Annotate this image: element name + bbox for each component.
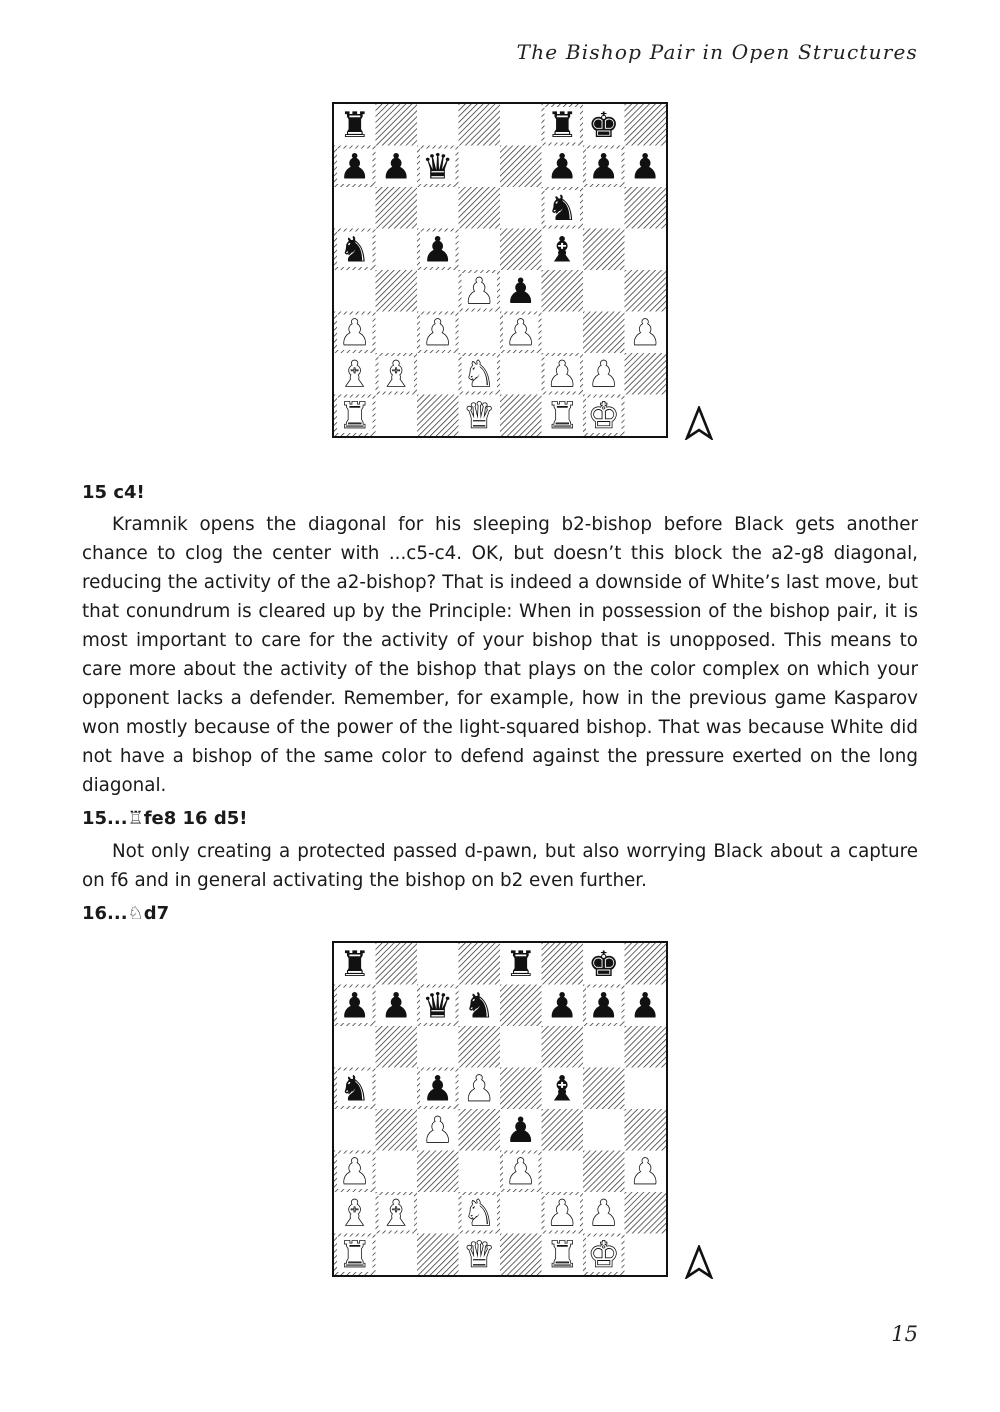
dark-square: [500, 229, 542, 271]
dark-square: [417, 1234, 459, 1276]
move-prefix: 15...: [82, 808, 128, 829]
dark-square: [583, 1151, 625, 1193]
paragraph-commentary-2: Not only creating a protected passed d-pawn, but also worrying Black about a capture on f6 and in general activating the bishop on b2 even further.: [82, 841, 918, 891]
dark-square: [542, 270, 584, 312]
white-queen-icon: ♛: [463, 396, 495, 436]
white-bishop-icon: ♝: [339, 1193, 371, 1234]
black-rook-icon: ♜: [546, 105, 578, 146]
white-pawn-icon: ♟: [546, 1193, 578, 1234]
black-pawn-icon: ♟: [422, 230, 454, 271]
move-prefix: 16...: [82, 903, 128, 924]
rook-glyph-icon: ♖: [127, 808, 144, 829]
black-knight-icon: ♞: [339, 1069, 371, 1110]
white-bishop-icon: ♝: [380, 1193, 412, 1234]
black-pawn-icon: ♟: [422, 1069, 454, 1110]
dark-square: [376, 187, 418, 229]
white-rook-icon: ♜: [546, 1235, 578, 1275]
dark-square: [459, 943, 501, 985]
black-knight-icon: ♞: [463, 986, 495, 1027]
white-rook-icon: ♜: [339, 396, 371, 436]
black-rook-icon: ♜: [505, 944, 537, 985]
black-pawn-icon: ♟: [380, 986, 412, 1027]
black-pawn-icon: ♟: [588, 986, 620, 1027]
black-pawn-icon: ♟: [629, 986, 661, 1027]
dark-square: [625, 270, 667, 312]
black-bishop-icon: ♝: [546, 1069, 578, 1110]
white-pawn-icon: ♟: [588, 1193, 620, 1234]
white-pawn-icon: ♟: [463, 271, 495, 312]
white-pawn-icon: ♟: [546, 354, 578, 395]
dark-square: [500, 1234, 542, 1276]
dark-square: [625, 943, 667, 985]
paragraph-commentary-1: Kramnik opens the diagonal for his sleeping b2-bishop before Black gets another chance to clog the center with ...c5-c4. OK, but doesn’t this block the a2-g8 diagonal, reducing the activity of the a2-bishop? That is indeed a downside of White’s last move, but that conundrum is cleared up by the Principle: When in possession of the bishop pair, it is most important to care for the activity of your bishop that is unopposed. This means to care more about the activity of the bishop that plays on the color complex on which your opponent lacks a defender. Remember, for example, how in the previous game Kasparov won mostly because of the power of the light-squared bishop. That was because White did not have a bishop of the same color to defend against the pressure exerted on the long diagonal.: [82, 514, 918, 796]
black-pawn-icon: ♟: [588, 147, 620, 188]
white-pawn-icon: ♟: [422, 1110, 454, 1151]
dark-square: [500, 1068, 542, 1110]
white-pawn-icon: ♟: [339, 1152, 371, 1193]
dark-square: [500, 985, 542, 1027]
dark-square: [376, 1026, 418, 1068]
white-pawn-icon: ♟: [339, 313, 371, 354]
move-notation-15-black: [82, 804, 918, 833]
dark-square: [625, 1026, 667, 1068]
white-to-move-arrow-icon: [684, 406, 714, 440]
black-king-icon: ♚: [588, 105, 620, 146]
dark-square: [583, 229, 625, 271]
dark-square: [542, 1026, 584, 1068]
white-pawn-icon: ♟: [505, 313, 537, 354]
knight-glyph-icon: ♘: [127, 903, 144, 924]
white-knight-icon: ♞: [463, 1193, 495, 1234]
black-pawn-icon: ♟: [629, 147, 661, 188]
black-pawn-icon: ♟: [380, 147, 412, 188]
chess-diagram-2: [332, 941, 668, 1277]
black-king-icon: ♚: [588, 944, 620, 985]
dark-square: [583, 1068, 625, 1110]
dark-square: [376, 270, 418, 312]
dark-square: [625, 104, 667, 146]
move-suffix: d7: [143, 903, 170, 924]
running-head: The Bishop Pair in Open Structures: [516, 40, 918, 64]
white-knight-icon: ♞: [463, 354, 495, 395]
white-bishop-icon: ♝: [339, 354, 371, 395]
dark-square: [625, 353, 667, 395]
black-knight-icon: ♞: [546, 188, 578, 229]
white-king-icon: ♚: [588, 396, 620, 436]
white-rook-icon: ♜: [339, 1235, 371, 1275]
black-bishop-icon: ♝: [546, 230, 578, 271]
dark-square: [459, 1026, 501, 1068]
dark-square: [583, 312, 625, 354]
black-rook-icon: ♜: [339, 944, 371, 985]
chess-diagram-1: [332, 102, 668, 438]
dark-square: [376, 104, 418, 146]
white-pawn-icon: ♟: [422, 313, 454, 354]
dark-square: [500, 395, 542, 437]
white-pawn-icon: ♟: [629, 1152, 661, 1193]
dark-square: [459, 104, 501, 146]
white-to-move-arrow-icon: [684, 1245, 714, 1279]
move-notation-16-black: [82, 899, 918, 928]
black-rook-icon: ♜: [339, 105, 371, 146]
dark-square: [376, 1109, 418, 1151]
dark-square: [542, 943, 584, 985]
black-pawn-icon: ♟: [505, 1110, 537, 1151]
dark-square: [625, 1109, 667, 1151]
white-pawn-icon: ♟: [588, 354, 620, 395]
black-queen-icon: ♛: [422, 986, 454, 1027]
black-pawn-icon: ♟: [339, 986, 371, 1027]
black-pawn-icon: ♟: [546, 986, 578, 1027]
black-pawn-icon: ♟: [546, 147, 578, 188]
dark-square: [625, 1192, 667, 1234]
white-pawn-icon: ♟: [463, 1069, 495, 1110]
chess-board-svg: [334, 943, 666, 1275]
black-pawn-icon: ♟: [339, 147, 371, 188]
dark-square: [417, 1151, 459, 1193]
dark-square: [625, 187, 667, 229]
white-rook-icon: ♜: [546, 396, 578, 436]
dark-square: [459, 1109, 501, 1151]
white-pawn-icon: ♟: [629, 313, 661, 354]
page-number: 15: [891, 1322, 918, 1346]
white-queen-icon: ♛: [463, 1235, 495, 1275]
black-knight-icon: ♞: [339, 230, 371, 271]
dark-square: [376, 943, 418, 985]
white-bishop-icon: ♝: [380, 354, 412, 395]
white-pawn-icon: ♟: [505, 1152, 537, 1193]
dark-square: [542, 1109, 584, 1151]
move-suffix: fe8 16 d5!: [143, 808, 248, 829]
move-notation-15: 15 c4!: [82, 482, 145, 503]
text-block-1: [82, 478, 918, 928]
dark-square: [417, 395, 459, 437]
white-king-icon: ♚: [588, 1235, 620, 1275]
black-pawn-icon: ♟: [505, 271, 537, 312]
dark-square: [500, 146, 542, 188]
dark-square: [459, 187, 501, 229]
black-queen-icon: ♛: [422, 147, 454, 188]
chess-board-svg: [334, 104, 666, 436]
